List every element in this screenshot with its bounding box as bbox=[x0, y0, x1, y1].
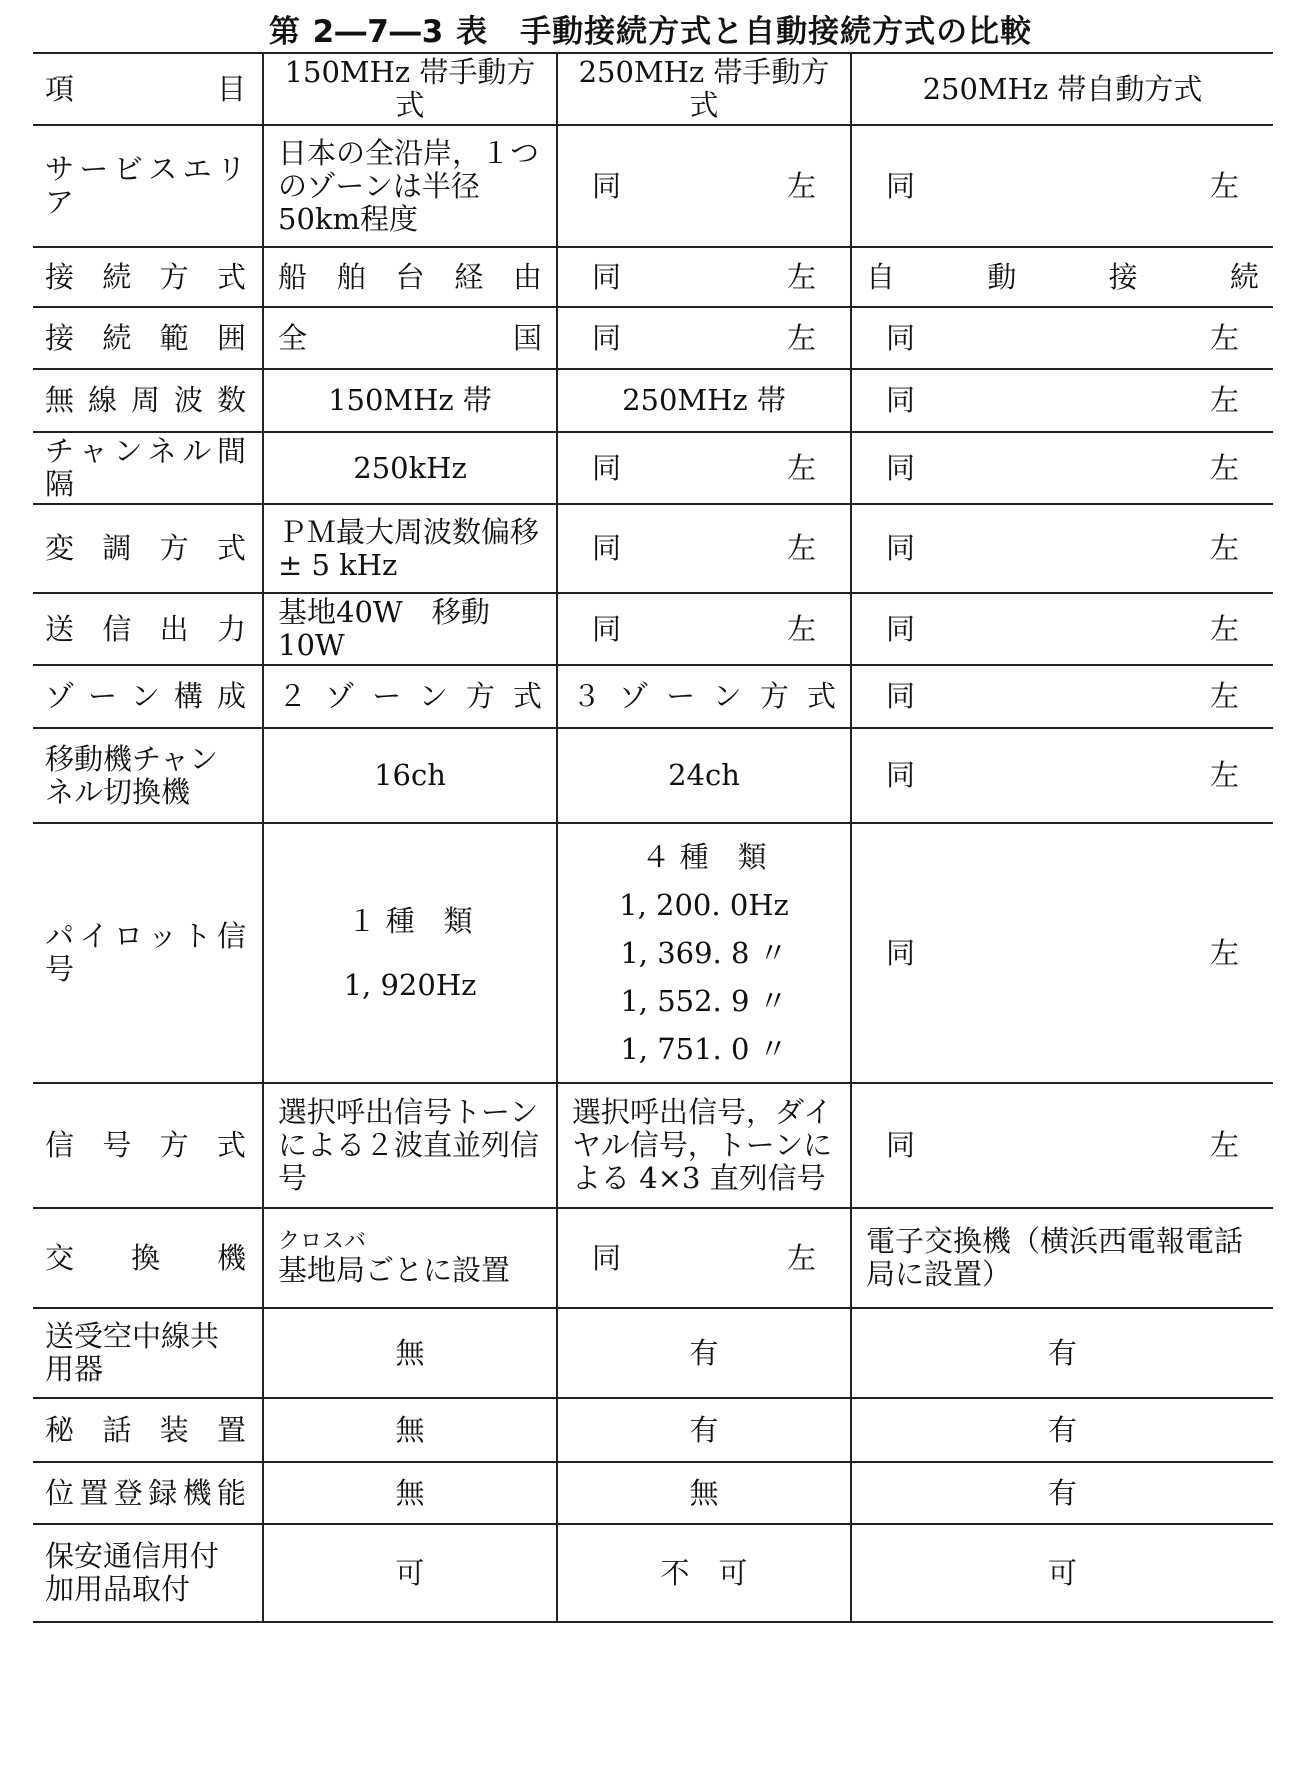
cell: 有 bbox=[851, 1308, 1273, 1398]
cell: 有 bbox=[557, 1398, 851, 1462]
cell-same-as-left: 同 左 bbox=[851, 823, 1273, 1083]
table-row bbox=[33, 1083, 1273, 1208]
cell-same-as-left: 同 左 bbox=[851, 125, 1273, 247]
table-row bbox=[33, 1208, 1273, 1308]
row-label: 信号方式 bbox=[33, 1083, 263, 1208]
cell: 選択呼出信号，ダイヤル信号，トーンによる 4×3 直列信号 bbox=[557, 1083, 851, 1208]
row-label: 送信出力 bbox=[33, 593, 263, 665]
table-row bbox=[33, 593, 1273, 665]
cell-same-as-left: 同 左 bbox=[557, 247, 851, 307]
cell-same-as-left: 同 左 bbox=[851, 1083, 1273, 1208]
cell-same-as-left: 同 左 bbox=[851, 504, 1273, 593]
cell: ＰＭ最大周波数偏移 ± 5 kHz bbox=[263, 504, 557, 593]
cell: 無 bbox=[557, 1462, 851, 1524]
cell: 有 bbox=[851, 1398, 1273, 1462]
cell: 150MHz 帯 bbox=[263, 369, 557, 432]
cell: ２ゾーン方式 bbox=[263, 665, 557, 728]
header-item: 項 目 bbox=[33, 53, 263, 125]
cell: 船舶台経由 bbox=[263, 247, 557, 307]
header-row bbox=[33, 53, 1273, 125]
cell: 24ch bbox=[557, 728, 851, 823]
cell: 250kHz bbox=[263, 432, 557, 504]
cell-same-as-left: 同 左 bbox=[557, 593, 851, 665]
cell-same-as-left: 同 左 bbox=[851, 728, 1273, 823]
row-label: 変調方式 bbox=[33, 504, 263, 593]
cell-same-as-left: 同 左 bbox=[557, 504, 851, 593]
row-label: チャンネル間隔 bbox=[33, 432, 263, 504]
cell: 無 bbox=[263, 1308, 557, 1398]
table-title: 第 2―7―3 表 手動接続方式と自動接続方式の比較 bbox=[268, 14, 1033, 50]
cell-same-as-left: 同 左 bbox=[851, 369, 1273, 432]
cell: ４ 種 類 1, 200. 0Hz 1, 369. 8 〃 1, 552. 9 〃 1, 751. 0 〃 bbox=[557, 823, 851, 1083]
cell-same-as-left: 同 左 bbox=[851, 665, 1273, 728]
table-row bbox=[33, 125, 1273, 247]
cell-same-as-left: 同 左 bbox=[557, 1208, 851, 1308]
cell-same-as-left: 同 左 bbox=[557, 307, 851, 369]
cell: 不 可 bbox=[557, 1524, 851, 1622]
table-row bbox=[33, 369, 1273, 432]
table-row bbox=[33, 823, 1273, 1083]
table-row bbox=[33, 504, 1273, 593]
header-150mhz-manual: 150MHz 帯手動方式 bbox=[263, 53, 557, 125]
cell: クロスバ 基地局ごとに設置 bbox=[263, 1208, 557, 1308]
cell: 自動接続 bbox=[851, 247, 1273, 307]
comparison-table bbox=[33, 52, 1273, 1623]
cell: 無 bbox=[263, 1462, 557, 1524]
row-label: 接続方式 bbox=[33, 247, 263, 307]
cell: 可 bbox=[851, 1524, 1273, 1622]
cell: 16ch bbox=[263, 728, 557, 823]
cell-same-as-left: 同 左 bbox=[557, 125, 851, 247]
row-label: ゾーン構成 bbox=[33, 665, 263, 728]
header-250mhz-auto: 250MHz 帯自動方式 bbox=[851, 53, 1273, 125]
table-row bbox=[33, 1462, 1273, 1524]
table-row bbox=[33, 728, 1273, 823]
table-row bbox=[33, 307, 1273, 369]
cell: 250MHz 帯 bbox=[557, 369, 851, 432]
cell: １ 種 類 1, 920Hz bbox=[263, 823, 557, 1083]
row-label: 無線周波数 bbox=[33, 369, 263, 432]
row-label: 移動機チャンネル切換機 bbox=[33, 728, 263, 823]
table-row bbox=[33, 1308, 1273, 1398]
cell: 選択呼出信号トーンによる２波直並列信号 bbox=[263, 1083, 557, 1208]
table-row bbox=[33, 1524, 1273, 1622]
cell: 基地40W 移動10W bbox=[263, 593, 557, 665]
cell: 電子交換機（横浜西電報電話局に設置） bbox=[851, 1208, 1273, 1308]
cell: 無 bbox=[263, 1398, 557, 1462]
header-250mhz-manual: 250MHz 帯手動方式 bbox=[557, 53, 851, 125]
row-label: 交換機 bbox=[33, 1208, 263, 1308]
row-label: 保安通信用付加用品取付 bbox=[33, 1524, 263, 1622]
row-label: 接続範囲 bbox=[33, 307, 263, 369]
cell-same-as-left: 同 左 bbox=[557, 432, 851, 504]
row-label: 送受空中線共用器 bbox=[33, 1308, 263, 1398]
table-row bbox=[33, 1398, 1273, 1462]
row-label: パイロット信号 bbox=[33, 823, 263, 1083]
cell-same-as-left: 同 左 bbox=[851, 307, 1273, 369]
cell: 可 bbox=[263, 1524, 557, 1622]
cell-subtext: クロスバ bbox=[278, 1228, 367, 1254]
cell: 有 bbox=[851, 1462, 1273, 1524]
cell: 日本の全沿岸，１つのゾーンは半径50km程度 bbox=[263, 125, 557, 247]
table-row bbox=[33, 247, 1273, 307]
row-label: 秘話装置 bbox=[33, 1398, 263, 1462]
cell: 全国 bbox=[263, 307, 557, 369]
cell-same-as-left: 同 左 bbox=[851, 432, 1273, 504]
row-label: 位置登録機能 bbox=[33, 1462, 263, 1524]
row-label: サービスエリア bbox=[33, 125, 263, 247]
table-row bbox=[33, 665, 1273, 728]
cell-same-as-left: 同 左 bbox=[851, 593, 1273, 665]
cell: 有 bbox=[557, 1308, 851, 1398]
table-row bbox=[33, 432, 1273, 504]
cell: ３ゾーン方式 bbox=[557, 665, 851, 728]
